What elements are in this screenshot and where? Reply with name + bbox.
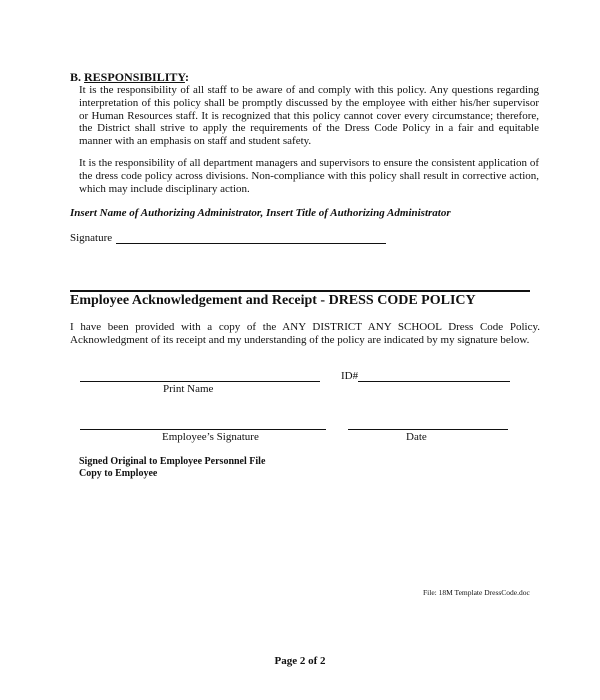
distribution-notes	[79, 456, 265, 480]
section-colon: :	[184, 70, 189, 84]
acknowledgement-title: Employee Acknowledgement and Receipt - DRESS CODE POLICY	[70, 293, 476, 308]
file-reference: File: 18M Template DressCode.doc	[423, 588, 530, 597]
page-number: Page 2 of 2	[274, 655, 326, 667]
responsibility-paragraph-2: It is the responsibility of all department managers and supervisors to ensure the consistent application of the dress code policy across divisions. Non-compliance with this policy shall result in corrective action, which may include disciplinary action.	[79, 157, 539, 195]
employee-signature-label: Employee’s Signature	[162, 431, 259, 443]
date-line	[348, 429, 508, 430]
authorizing-administrator-line: Insert Name of Authorizing Administrator, Insert Title of Authorizing Administrator	[70, 207, 451, 219]
acknowledgement-text: I have been provided with a copy of the ANY DISTRICT ANY SCHOOL Dress Code Policy. Acknowledgment of its receipt and my understanding of the policy are indicated by my signature below.	[70, 321, 540, 346]
date-label: Date	[406, 431, 427, 443]
note-line-2: Copy to Employee	[79, 468, 158, 479]
signature-label: Signature	[70, 232, 113, 244]
section-letter: B.	[70, 70, 82, 84]
id-line	[358, 381, 510, 382]
id-label: ID#	[341, 370, 359, 382]
print-name-line	[80, 381, 320, 382]
section-b-heading	[70, 70, 189, 85]
section-title: RESPONSIBILITY	[84, 70, 185, 84]
responsibility-paragraph-1: It is the responsibility of all staff to be aware of and comply with this policy. Any questions regarding interpretation of this policy shall be promptly discussed by the employee with either his/her supervisor or Human Resources staff. It is recognized that this policy cannot cover every circumstance; therefore, the District shall strive to apply the requirements of the Dress Code Policy in a fair and equitable manner with an emphasis on staff and student safety.	[79, 84, 539, 148]
signature-line	[116, 243, 386, 244]
print-name-label: Print Name	[163, 383, 214, 395]
note-line-1: Signed Original to Employee Personnel File	[79, 456, 266, 467]
employee-signature-line	[80, 429, 326, 430]
section-divider	[70, 290, 530, 292]
